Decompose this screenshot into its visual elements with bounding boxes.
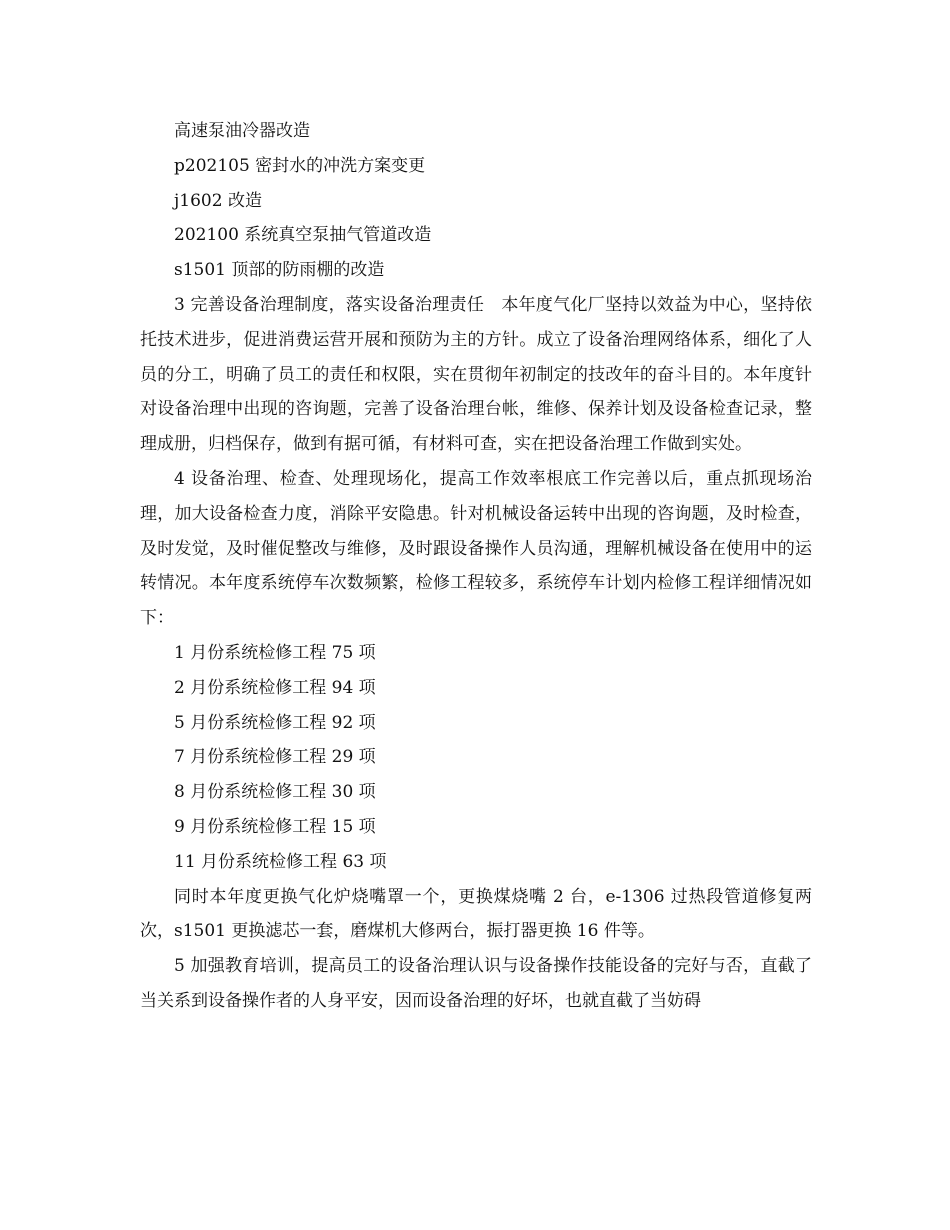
list-item: 202100 系统真空泵抽气管道改造 bbox=[174, 225, 432, 246]
body-paragraph: 4 设备治理、检查、处理现场化，提高工作效率根底工作完善以后，重点抓现场治理，加大设备检查力度，消除平安隐患。针对机械设备运转中出现的咨询题，及时检查，及时发觉，及时催促整改与维修，及时跟设备操作人员沟通，理解机械设备在使用中的运转情况。本年度系统停车次数频繁，检修工程较多，系统停车计划内检修工程详细情况如下： bbox=[140, 468, 812, 629]
list-item: j1602 改造 bbox=[174, 190, 262, 211]
list-item: 2 月份系统检修工程 94 项 bbox=[174, 677, 376, 698]
list-item: 高速泵油冷器改造 bbox=[174, 121, 310, 141]
body-paragraph: 5 加强教育培训，提高员工的设备治理认识与设备操作技能设备的完好与否，直截了当关系到设备操作者的人身平安，因而设备治理的好坏，也就直截了当妨碍 bbox=[140, 956, 812, 1011]
list-item: 11 月份系统检修工程 63 项 bbox=[174, 851, 387, 872]
list-item: p202105 密封水的冲洗方案变更 bbox=[174, 155, 426, 176]
list-item: 9 月份系统检修工程 15 项 bbox=[174, 816, 376, 837]
body-paragraph: 3 完善设备治理制度，落实设备治理责任 本年度气化厂坚持以效益为中心，坚持依托技术进步，促进消费运营开展和预防为主的方针。成立了设备治理网络体系，细化了人员的分工，明确了员工的责任和权限，实在贯彻年初制定的技改年的奋斗目的。本年度针对设备治理中出现的咨询题，完善了设备治理台帐，维修、保养计划及设备检查记录，整理成册，归档保存，做到有据可循，有材料可查，实在把设备治理工作做到实处。 bbox=[140, 294, 812, 455]
list-item: 5 月份系统检修工程 92 项 bbox=[174, 712, 376, 733]
list-item: 1 月份系统检修工程 75 项 bbox=[174, 642, 376, 663]
list-item: 7 月份系统检修工程 29 项 bbox=[174, 747, 376, 768]
body-paragraph: 同时本年度更换气化炉烧嘴罩一个，更换煤烧嘴 2 台，e-1306 过热段管道修复两次，s1501 更换滤芯一套，磨煤机大修两台，振打器更换 16 件等。 bbox=[140, 886, 812, 942]
list-item: 8 月份系统检修工程 30 项 bbox=[174, 782, 376, 803]
document-page bbox=[140, 114, 812, 1019]
list-item: s1501 顶部的防雨棚的改造 bbox=[174, 260, 385, 281]
